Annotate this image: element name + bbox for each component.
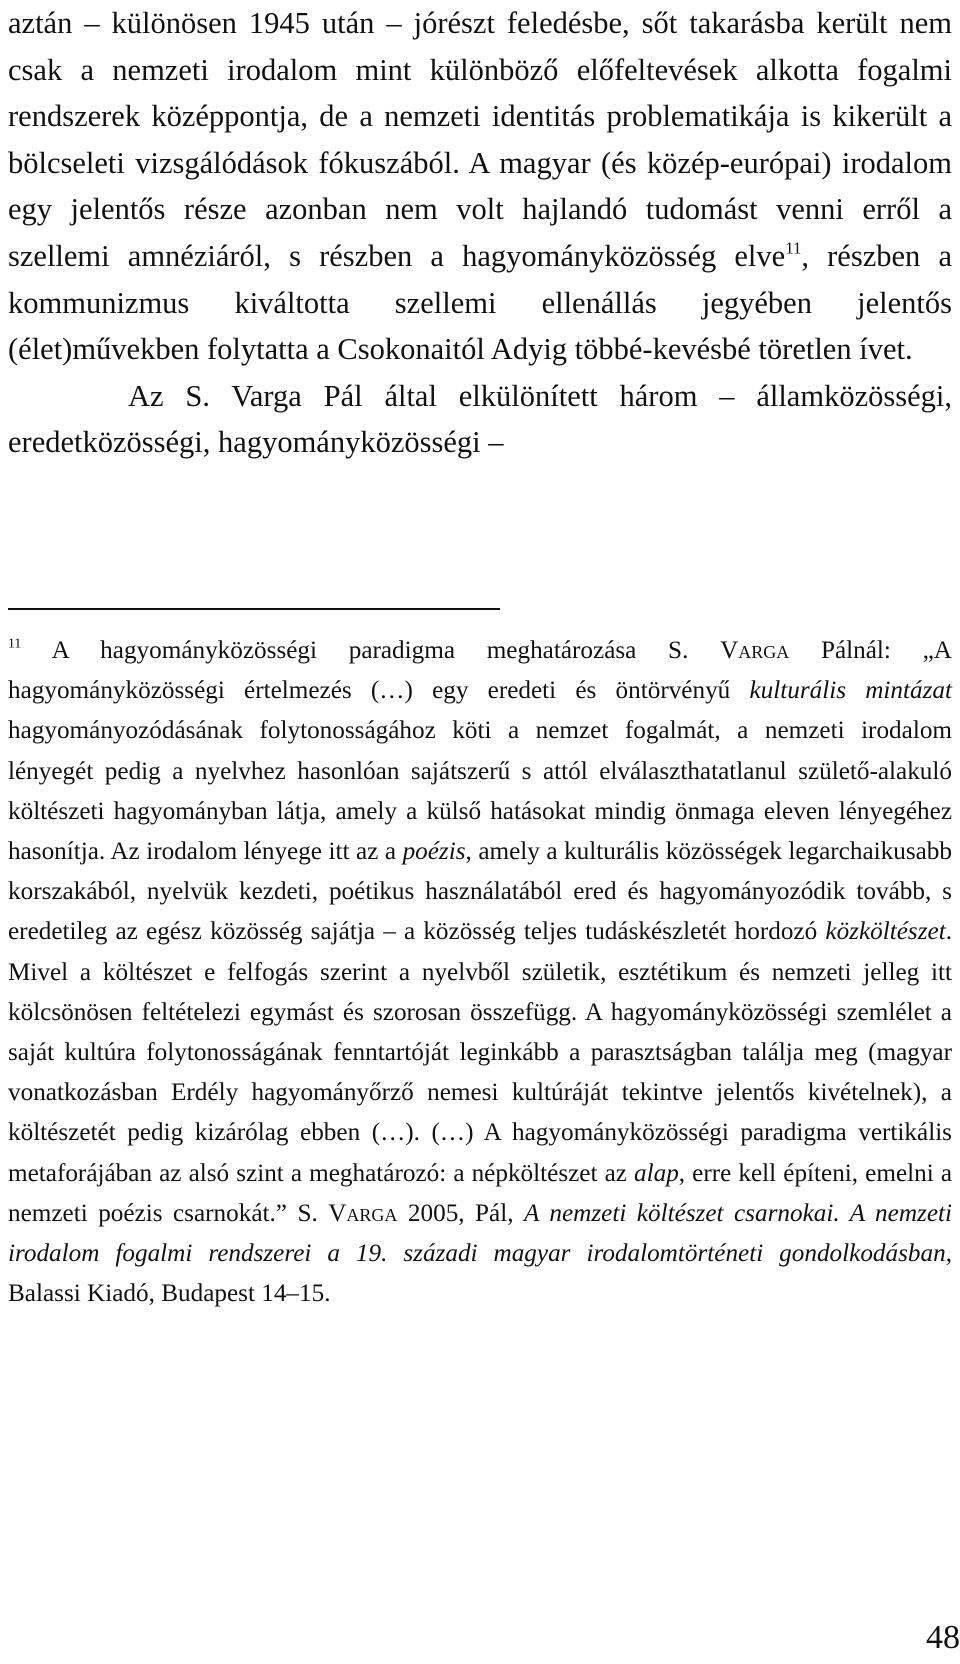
- emphasis: poézis: [402, 838, 466, 866]
- emphasis: közköltészet: [825, 918, 946, 946]
- text-run: , erre kell építeni, emelni a nemzeti poézis csarnokát.” S.: [8, 1159, 952, 1227]
- text-run: , amely a kulturális közösségek legarchaikusabb korszakából, nyelvük kezdeti, poétikus használatából ered és hagyományozódik tovább, s eredetileg az egész közösség sajátja – a közösség teljes tudáskészletét hordozó: [8, 838, 952, 946]
- author-surname: Varga: [328, 1199, 398, 1227]
- body-text: [8, 0, 952, 466]
- footnote-separator: [8, 608, 500, 610]
- text-run: , részben a kommunizmus kiváltotta szellemi ellenállás jegyében jelentős (élet)művekben folytatta a Csokonaitól Adyig többé-kevésbé töretlen ívet.: [8, 238, 952, 367]
- emphasis: kulturális mintázat: [749, 677, 952, 705]
- emphasis: alap: [634, 1159, 679, 1187]
- text-run: Pálnál: „A hagyományközösségi értelmezés (…) egy eredeti és öntörvényű: [8, 637, 952, 705]
- footnote: [8, 631, 952, 1314]
- text-run: , Balassi Kiadó, Budapest 14–15.: [8, 1240, 952, 1308]
- footnote-reference[interactable]: 11: [785, 238, 802, 258]
- book-title: A nemzeti költészet csarnokai. A nemzeti irodalom fogalmi rendszerei a 19. századi magyar irodalomtörténeti gondolkodásban: [8, 1199, 952, 1268]
- paragraph: [8, 0, 952, 373]
- text-run: hagyományozódásának folytonosságához köti a nemzet fogalmát, a nemzeti irodalom lényegét pedig a nyelvhez hasonlóan sajátszerű s attól elválaszthatatlanul születő-alakuló költészeti hagyományban látja, amely a külső hatásokat mindig önmaga eleven lényegéhez hasonítja. Az irodalom lényege itt az a: [8, 717, 952, 866]
- text-run: . Mivel a költészet e felfogás szerint a nyelvből születik, esztétikum és nemzeti jelleg itt kölcsönösen feltételezi egymást és szorosan összefügg. A hagyományközösségi szemlélet a saját kultúra folytonosságának fenntartóját leginkább a parasztságban találja meg (magyar vonatkozásban Erdély hagyományőrző nemesi kultúráját tekintve jelentős kivételnek), a költészetét pedig kizárólag ebben (…). (…) A hagyományközösségi paradigma vertikális metaforájában az alsó szint a meghatározó: a népköltészet az: [8, 918, 952, 1187]
- page-number: 48: [926, 1619, 960, 1656]
- text-run: aztán – különösen 1945 után – jórészt feledésbe, sőt takarásba került nem csak a nemzeti irodalom mint különböző előfeltevések alkotta fogalmi rendszerek középpontja, de a nemzeti identitás problematikája is kikerült a bölcseleti vizsgálódások fókuszából. A magyar (és közép-európai) irodalom egy jelentős része azonban nem volt hajlandó tudomást venni erről a szellemi amnéziáról, s részben a hagyományközösség elve: [8, 6, 952, 273]
- footnote-marker: 11: [8, 635, 22, 651]
- text-run: 2005, Pál,: [397, 1199, 524, 1227]
- text-run: Az S. Varga Pál által elkülönített három – államközösségi, eredetközösségi, hagyományközösségi –: [8, 378, 952, 460]
- author-surname: Varga: [720, 637, 790, 664]
- text-run: A hagyományközösségi paradigma meghatározása S.: [21, 637, 721, 664]
- paragraph: [8, 373, 952, 466]
